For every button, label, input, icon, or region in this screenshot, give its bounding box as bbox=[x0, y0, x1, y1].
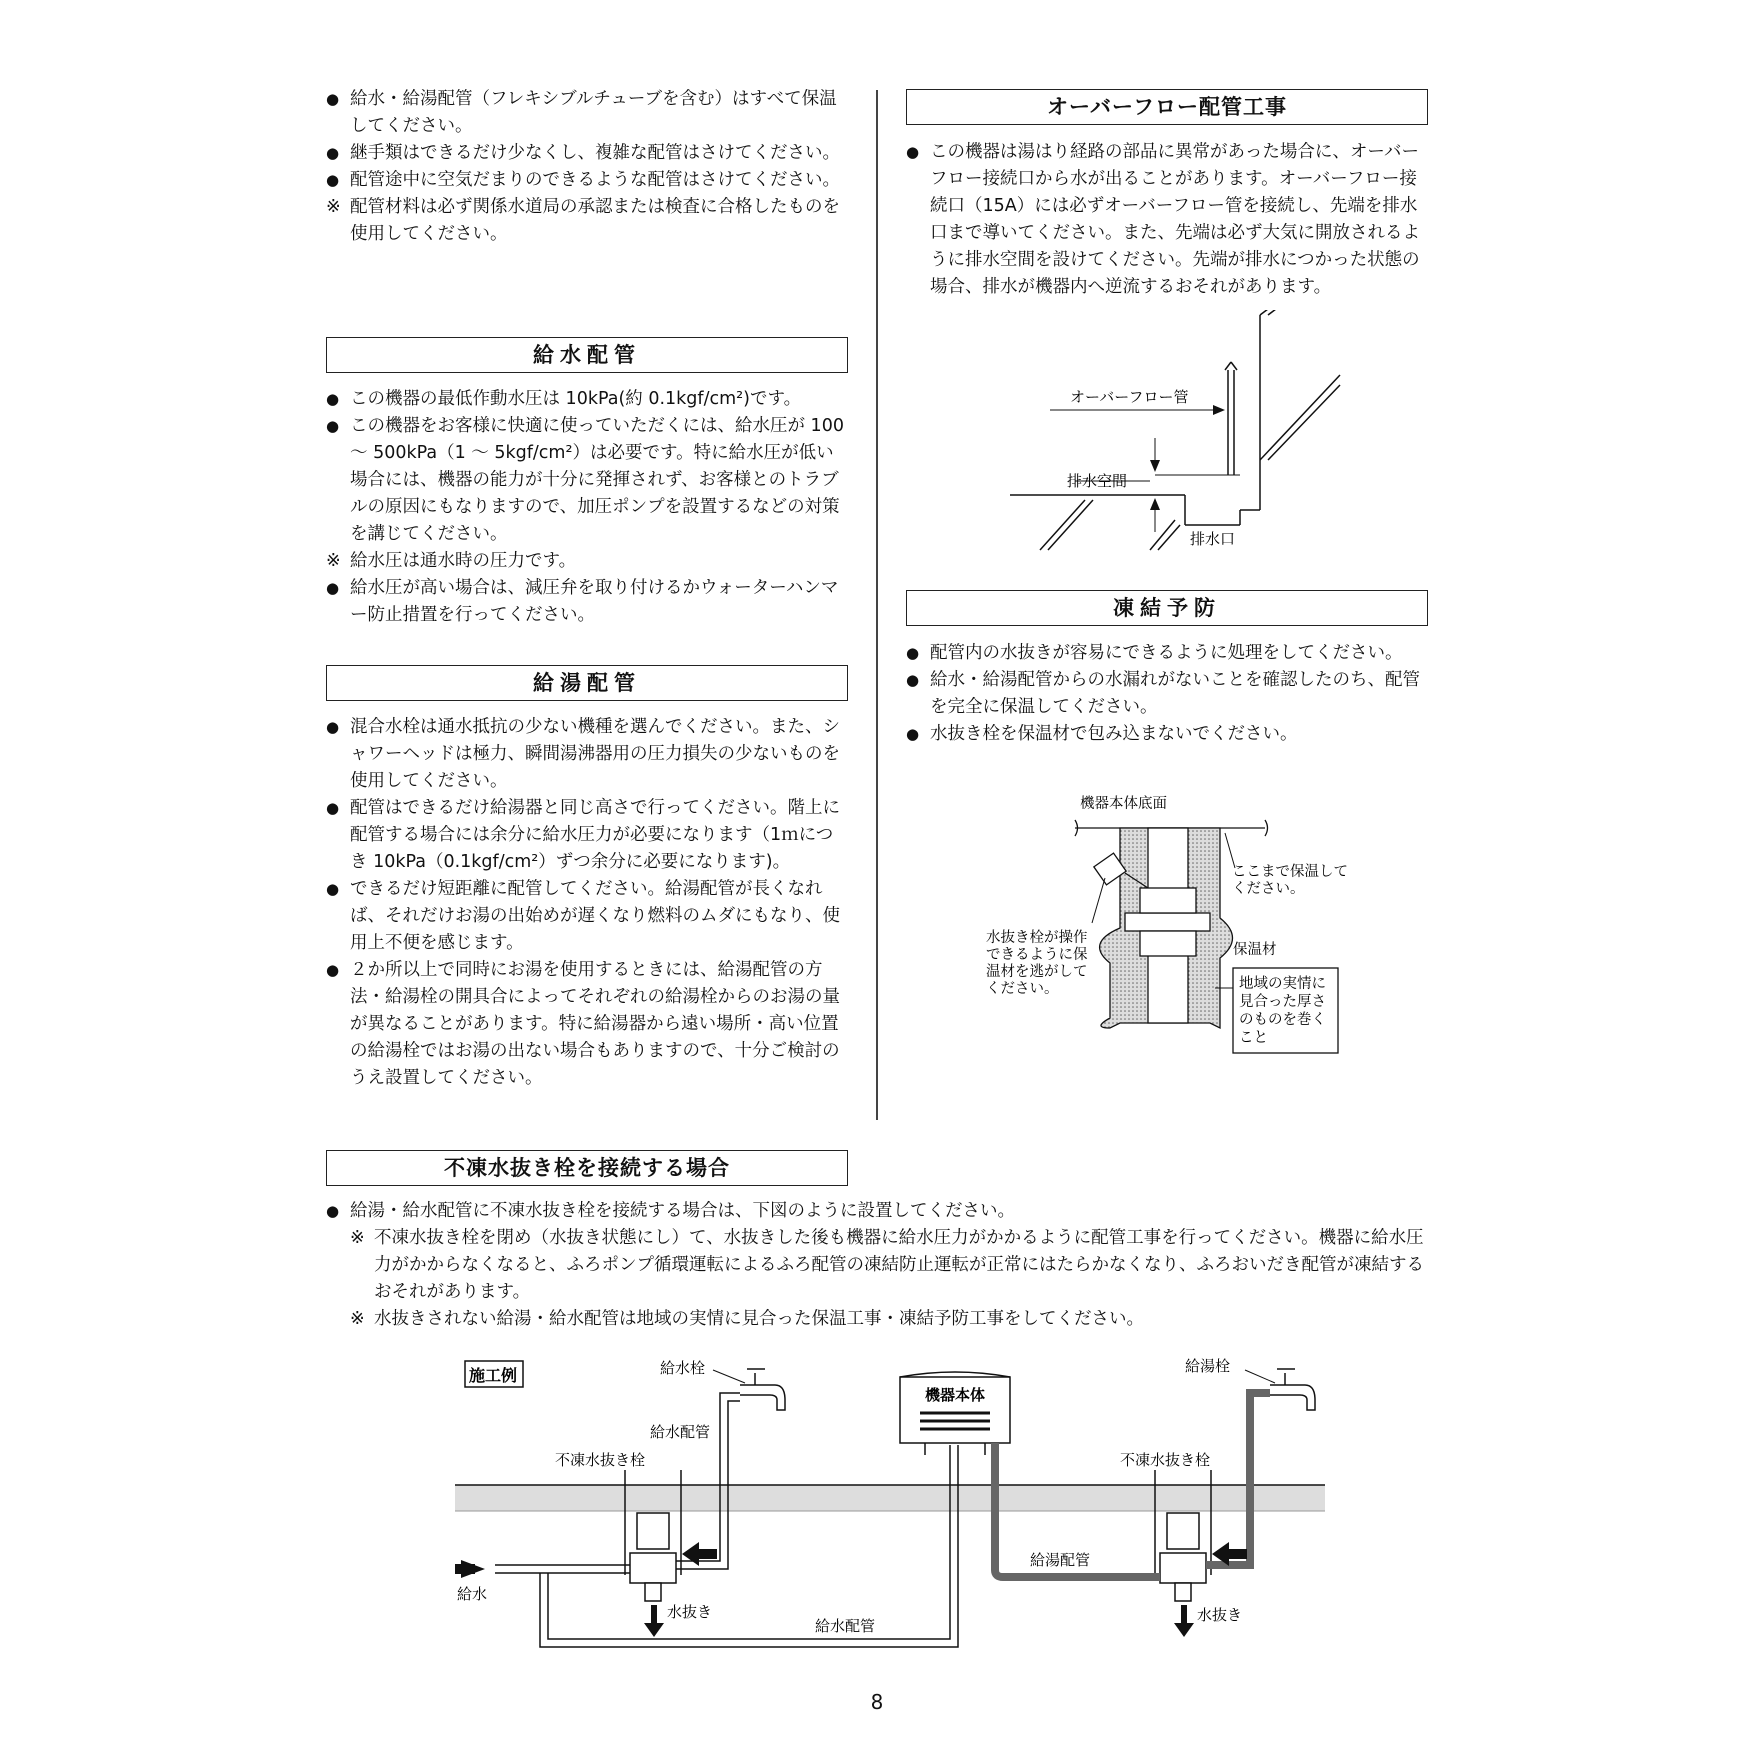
antifreeze-list bbox=[326, 1198, 1428, 1333]
label-supply: 給水 bbox=[457, 1585, 488, 1603]
list-marker: ※ bbox=[350, 1228, 365, 1248]
list-item bbox=[326, 167, 846, 194]
list-item-text: ２か所以上で同時にお湯を使用するときには、給湯配管の方法・給湯栓の開具合によってそれぞれの給湯栓からのお湯の量が異なることがあります。特に給湯器から遠い場所・高い位置の給湯栓ではお湯の出ない場合もありますので、十分ご検討のうえ設置してください。 bbox=[350, 960, 840, 1088]
label-valve-right: 不凍水抜き栓 bbox=[1120, 1451, 1211, 1469]
list-marker: ● bbox=[326, 961, 340, 979]
label-cold-pipe: 給水配管 bbox=[650, 1423, 711, 1441]
list-item bbox=[326, 548, 846, 575]
list-item-text: 給水・給湯配管からの水漏れがないことを確認したのち、配管を完全に保温してください。 bbox=[930, 670, 1420, 717]
list-item-text: 配管途中に空気だまりのできるような配管はさけてください。 bbox=[350, 170, 840, 190]
overflow-diagram bbox=[1010, 310, 1350, 560]
column-divider bbox=[876, 90, 878, 1120]
list-item bbox=[326, 575, 846, 629]
label-drain-left: 水抜き bbox=[667, 1603, 713, 1621]
header-overflow: オーバーフロー配管工事 bbox=[906, 89, 1428, 125]
list-item-text: できるだけ短距離に配管してください。給湯配管が長くなれば、それだけお湯の出始めが遅くなり燃料のムダにもなり、使用上不便を感じます。 bbox=[350, 879, 840, 953]
list-marker: ● bbox=[906, 644, 920, 662]
list-item-text: 継手類はできるだけ少なくし、複雑な配管はさけてください。 bbox=[350, 143, 840, 163]
list-item-text: 配管はできるだけ給湯器と同じ高さで行ってください。階上に配管する場合には余分に給水圧力が必要になります（1ｍにつき 10kPa（0.1kgf/cm²）ずつ余分に必要になります)。 bbox=[350, 798, 840, 872]
list-item bbox=[350, 1225, 1428, 1306]
label-insulate-to-1: ここまで保温して bbox=[1232, 864, 1348, 880]
overflow-list bbox=[906, 139, 1426, 301]
list-item bbox=[906, 139, 1426, 301]
label-drain: 排水口 bbox=[1190, 530, 1236, 548]
label-material-note-4: こと bbox=[1239, 1030, 1268, 1046]
list-item bbox=[326, 140, 846, 167]
list-item bbox=[906, 721, 1426, 748]
list-marker: ● bbox=[906, 671, 920, 689]
label-insulate-to-2: ください。 bbox=[1232, 881, 1305, 897]
list-item-text: 配管材料は必ず関係水道局の承認または検査に合格したものを使用してください。 bbox=[350, 197, 840, 244]
list-item-text: 配管内の水抜きが容易にできるように処理をしてください。 bbox=[930, 643, 1403, 663]
list-item bbox=[906, 667, 1426, 721]
label-cold-tap: 給水栓 bbox=[660, 1359, 706, 1377]
label-valve-note-4: ください。 bbox=[986, 981, 1059, 997]
list-marker: ※ bbox=[326, 551, 341, 571]
list-item-text: 混合水栓は通水抵抗の少ない機種を選んでください。また、シャワーヘッドは極力、瞬間湯沸器用の圧力損失の少ないものを使用してください。 bbox=[350, 717, 840, 791]
header-water-supply: 給水配管 bbox=[326, 337, 848, 373]
list-item bbox=[326, 876, 846, 957]
list-marker: ● bbox=[906, 143, 920, 161]
list-item bbox=[326, 1198, 1428, 1225]
list-item bbox=[326, 795, 846, 876]
header-freeze: 凍結予防 bbox=[906, 590, 1428, 626]
installation-diagram bbox=[455, 1355, 1335, 1655]
list-marker: ● bbox=[326, 799, 340, 817]
list-item bbox=[326, 86, 846, 140]
list-item bbox=[326, 194, 846, 248]
list-item bbox=[326, 957, 846, 1092]
page-number: 8 bbox=[870, 1690, 884, 1714]
list-marker: ● bbox=[326, 144, 340, 162]
list-item-text: 給水圧が高い場合は、減圧弁を取り付けるかウォーターハンマー防止措置を行ってください。 bbox=[350, 578, 839, 625]
list-marker: ● bbox=[906, 725, 920, 743]
list-marker: ● bbox=[326, 1202, 340, 1220]
list-marker: ● bbox=[326, 171, 340, 189]
label-drain-right: 水抜き bbox=[1197, 1606, 1243, 1624]
label-material-note-2: 見合った厚さ bbox=[1239, 994, 1326, 1010]
list-marker: ● bbox=[326, 390, 340, 408]
list-item bbox=[906, 640, 1426, 667]
list-marker: ※ bbox=[326, 197, 341, 217]
label-valve-note-1: 水抜き栓が操作 bbox=[986, 930, 1088, 946]
hot-water-list bbox=[326, 714, 846, 1092]
label-unit: 機器本体 bbox=[925, 1386, 986, 1404]
label-example: 施工例 bbox=[469, 1366, 518, 1385]
label-cold-pipe-2: 給水配管 bbox=[815, 1617, 876, 1635]
label-valve-note-3: 温材を逃がして bbox=[986, 964, 1088, 980]
list-marker: ● bbox=[326, 417, 340, 435]
label-unit-bottom: 機器本体底面 bbox=[1080, 796, 1167, 812]
list-item bbox=[350, 1306, 1428, 1333]
insulation-diagram bbox=[980, 778, 1360, 1068]
label-valve-note-2: できるように保 bbox=[986, 947, 1088, 963]
label-valve-left: 不凍水抜き栓 bbox=[555, 1451, 646, 1469]
list-item-text: この機器をお客様に快適に使っていただくには、給水圧が 100 ～ 500kPa（1 ～ 5kgf/cm²）は必要です。特に給水圧が低い場合には、機器の能力が十分に発揮されず、お客様とのトラブルの原因にもなりますので、加圧ポンプを設置するなどの対策を講じてください。 bbox=[350, 416, 844, 544]
list-item-text: 給湯・給水配管に不凍水抜き栓を接続する場合は、下図のように設置してください。 bbox=[350, 1201, 1015, 1221]
list-marker: ● bbox=[326, 880, 340, 898]
list-item-text: 不凍水抜き栓を閉め（水抜き状態にし）て、水抜きした後も機器に給水圧力がかかるように配管工事を行ってください。機器に給水圧力がかからなくなると、ふろポンプ循環運転によるふろ配管の凍結防止運転が正常にはたらかなくなり、ふろおいだき配管が凍結するおそれがあります。 bbox=[374, 1228, 1424, 1302]
list-item-text: 給水圧は通水時の圧力です。 bbox=[350, 551, 577, 571]
water-supply-list bbox=[326, 386, 846, 629]
list-marker: ● bbox=[326, 579, 340, 597]
left-intro bbox=[326, 86, 846, 248]
list-marker: ※ bbox=[350, 1309, 365, 1329]
label-drain-gap: 排水空間 bbox=[1067, 472, 1128, 490]
freeze-list bbox=[906, 640, 1426, 748]
list-item-text: 水抜き栓を保温材で包み込まないでください。 bbox=[930, 724, 1298, 744]
list-item bbox=[326, 386, 846, 413]
label-hot-tap: 給湯栓 bbox=[1185, 1357, 1231, 1375]
label-material-note-3: のものを巻く bbox=[1239, 1012, 1326, 1028]
label-overflow-pipe: オーバーフロー管 bbox=[1070, 388, 1189, 406]
header-hot-water: 給湯配管 bbox=[326, 665, 848, 701]
list-item-text: 水抜きされない給湯・給水配管は地域の実情に見合った保温工事・凍結予防工事をしてください。 bbox=[374, 1309, 1144, 1329]
label-material-note-1: 地域の実情に bbox=[1239, 976, 1326, 992]
list-item bbox=[326, 714, 846, 795]
header-antifreeze-valve: 不凍水抜き栓を接続する場合 bbox=[326, 1150, 848, 1186]
label-hot-pipe: 給湯配管 bbox=[1030, 1551, 1091, 1569]
list-item bbox=[326, 413, 846, 548]
label-insulation: 保温材 bbox=[1233, 942, 1277, 958]
list-item-text: 給水・給湯配管（フレキシブルチューブを含む）はすべて保温してください。 bbox=[350, 89, 837, 136]
list-marker: ● bbox=[326, 90, 340, 108]
list-item-text: この機器の最低作動水圧は 10kPa(約 0.1kgf/cm²)です。 bbox=[350, 389, 802, 409]
list-marker: ● bbox=[326, 718, 340, 736]
list-item-text: この機器は湯はり経路の部品に異常があった場合に、オーバーフロー接続口から水が出ることがあります。オーバーフロー接続口（15A）には必ずオーバーフロー管を接続し、先端を排水口まで導いてください。また、先端は必ず大気に開放されるように排水空間を設けてください。先端が排水につかった状態の場合、排水が機器内へ逆流するおそれがあります。 bbox=[930, 142, 1420, 297]
